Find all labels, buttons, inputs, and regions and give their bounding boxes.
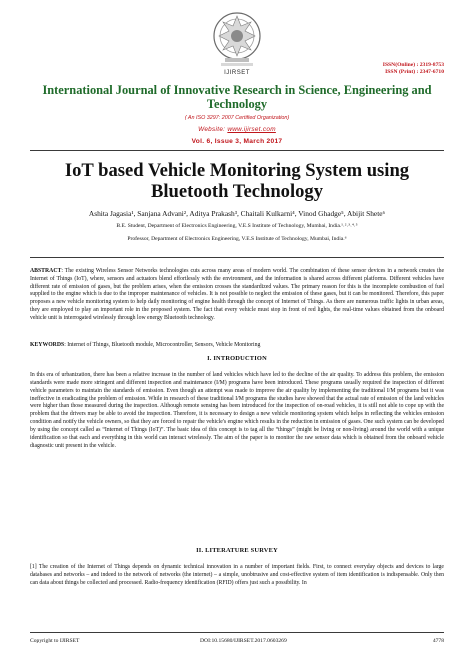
literature-survey-text: [1] The creation of the Internet of Things depends on dynamic technical innovation in a number of important fields. First, to connect everyday objects and devices to large databases and networks – and indeed to the network of networks (the internet) – a simple, unobtrusive and cost-effective system of item identification is indispensable. Only then can data about things be collected and processed. Radio-frequency identification (RFID) offers just such a possibility. In xyxy=(30,564,444,586)
section-heading-literature-survey: II. LITERATURE SURVEY xyxy=(196,547,278,554)
issn-online: ISSN(Online) : 2319-8753 xyxy=(382,62,444,68)
volume-issue: Vol. 6, Issue 3, March 2017 xyxy=(191,138,283,145)
abstract-label: ABSTRACT xyxy=(30,268,62,274)
keywords-label: KEYWORDS xyxy=(30,342,65,348)
logo-wordmark: IJIRSET xyxy=(224,70,250,76)
footer-rule xyxy=(30,632,444,633)
section-heading-introduction: I. INTRODUCTION xyxy=(207,355,267,362)
introduction-text: In this era of urbanization, there has been a relative increase in the number of land vehicles which have led to the decline of the air quality. To address this problem, the emission standards were made more stringent and different inspection and maintenance (I/M) programs have been introduced. These programs usually required the inspection of different vehicle parameters to maintain the standards of emission. Even though an attempt was made to improve the air quality by implementing the traditional I/M programs but it was ineffective in eradicating the problem of emission. While in research of these traditional I/M programs the studies have showed that the actual rate of emission of the land vehicles were higher than those measured during the inspection. Although remote sensing has been introduced for the inspection of on-road vehicles, it is still not able to cope up with the problem that the drivers may be able to avoid the inspection. Therefore, it is necessary to design a new vehicle monitoring system which helps in reflecting the vehicles emission condition and notify the vehicle owners, so that they are forced to repair the vehicle's engine which results in the reduction in emission of gases. One such system can be developed by using the concept called as “Internet of Things (IoT)”. The basic idea of this concept is to tag all the “things” (might be living or non-living) around the world with a unique identification so that each and everything in this world can interact wirelessly. The aim of the paper is to monitor the raw sensor data which is obtained from the onboard vehicle diagnostic unit present in the vehicle. xyxy=(30,372,444,449)
header-rule xyxy=(30,150,444,151)
affiliation-students: B.E. Student, Department of Electronics Engineering, V.E.S Institute of Technology, Mumbai, India.¹˒²˒³˒⁴˒⁵ xyxy=(116,223,358,229)
footer-doi: DOI:10.15680/IJIRSET.2017.0603269 xyxy=(200,638,287,644)
paper-title: IoT based Vehicle Monitoring System using Bluetooth Technology xyxy=(64,160,410,202)
abstract xyxy=(30,268,444,323)
footer-page-number: 4778 xyxy=(432,638,444,644)
issn-print: ISSN (Print) : 2347-6710 xyxy=(385,69,444,75)
iso-certification: ( An ISO 3297: 2007 Certified Organization) xyxy=(184,115,290,121)
website-link[interactable]: www.ijirset.com xyxy=(227,126,276,133)
website-label: Website: xyxy=(198,126,228,133)
author-list: Ashita Jagasia¹, Sanjana Advani², Aditya Prakash³, Chaitali Kulkarni⁴, Vinod Ghadge⁵, Abijit Shete⁶ xyxy=(88,209,386,218)
affiliation-professor: Professor, Department of Electronics Engineering, V.E.S Institute of Technology, Mumbai, India.⁶ xyxy=(127,236,347,242)
abstract-text: : The existing Wireless Sensor Networks technologies cuts across many areas of modern world. The combination of these sensor devices in a network creates the Internet of Things (IoT), where, sensors and actuators blend effortlessly with the environment, and the information is shared across different platforms. Different vehicles have different rate of emission of gases, but the problem arises, when the emission crosses the standardized values. The primary reason for this is the incomplete combustion of fuel supplied to the engine which is due to the improper maintenance of vehicles. It is not possible to neglect the emission of these gases, but it can be monitored. Therefore, this paper proposes a new vehicle monitoring system to help daily monitoring of engine health through the concept of Internet of Things. As there are numerous traffic lights in urban areas, they are employed to play an important role in the proposed system. The fact that every vehicle must stop in front of red lights, the real-time values obtained from the onboard vehicle unit is interrogated wirelessly through low energy Bluetooth technology. xyxy=(30,268,444,321)
footer-copyright: Copyright to IJIRSET xyxy=(30,638,80,644)
website-line xyxy=(0,126,474,133)
journal-logo xyxy=(211,10,263,74)
title-rule xyxy=(30,257,444,258)
issn-block xyxy=(383,62,444,76)
journal-title: International Journal of Innovative Research in Science, Engineering and Technology xyxy=(42,83,432,111)
keywords xyxy=(30,342,444,350)
keywords-text: : Internet of Things, Bluetooth module, Microcontroller, Sensors, Vehicle Monitoring xyxy=(64,342,261,348)
